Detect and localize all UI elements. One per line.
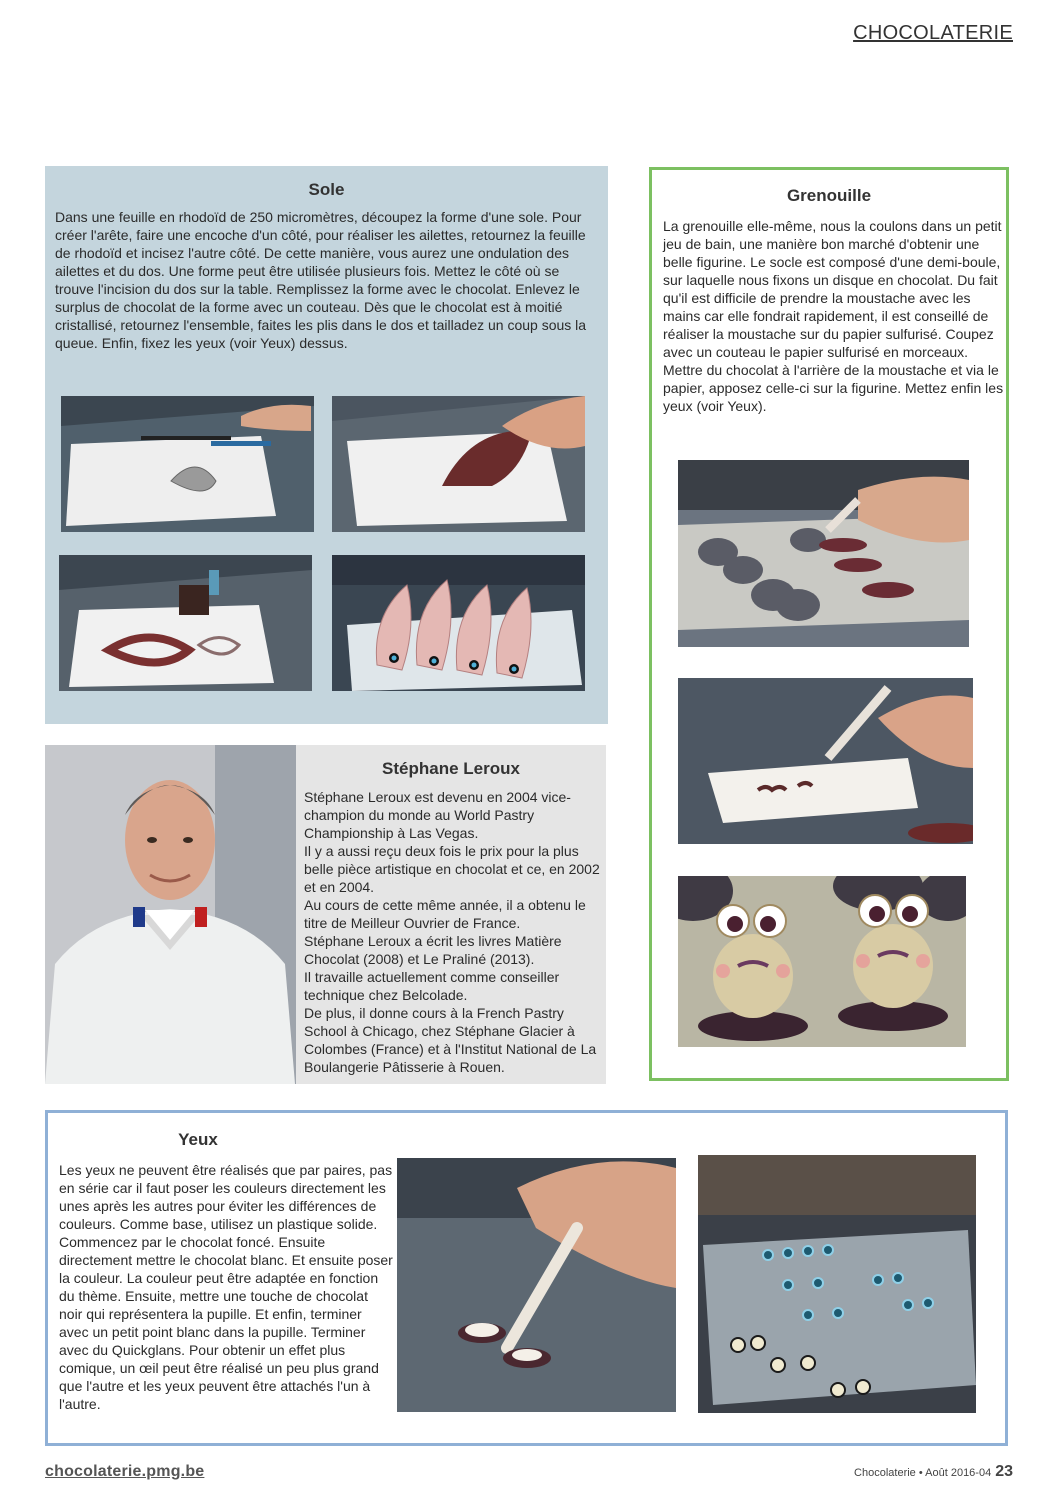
footer-issue-info (854, 1463, 1013, 1481)
yeux-text: Les yeux ne peuvent être réalisés que par paires, pas en série car il faut poser les couleurs directement les unes après les autres pour éviter les différences de couleurs. Comme base, utilisez un plastique solide. Commencez par le chocolat foncé. Ensuite directement mettre le chocolat blanc. Et ensuite poser la couleur. La couleur peut être adaptée en fonction du thème. Ensuite, mettre une touche de chocolat noir qui représentera la pupille. Et enfin, terminer avec un petit point blanc dans la pupille. Terminer avec du Quickglans. Pour obtenir un effet plus comique, un œil peut être réalisé un peu plus grand que l'autre et les yeux peuvent être attachés l'un à l'autre. (59, 1162, 393, 1412)
sole-photo-1 (61, 396, 314, 532)
leroux-paragraph: Il y a aussi reçu deux fois le prix pour la plus belle pièce artistique en chocolat et ce, en 2002 et en 2004. (304, 843, 600, 895)
leroux-paragraph: Il travaille actuellement comme conseiller technique chez Belcolade. (304, 969, 560, 1003)
leroux-portrait (45, 745, 296, 1084)
sole-photo-2 (332, 396, 585, 532)
leroux-title: Stéphane Leroux (382, 759, 520, 778)
page-number: 23 (995, 1463, 1013, 1480)
sole-text: Dans une feuille en rhodoïd de 250 micromètres, découpez la forme d'une sole. Pour créer l'arête, faire une encoche d'un côté, pour réaliser les ailettes, retournez la feuille de rhodoïd et incisez l'autre côté. De cette manière, vous aurez une ondulation des ailettes et du dos. Une forme peut être utilisée plusieurs fois. Mettez le côté où se trouve l'incision du dos sur la table. Remplissez la forme avec le chocolat. Enlevez le surplus de chocolat de la forme avec un couteau. Dès que le chocolat est à moitié cristallisé, retournez l'ensemble, faites les plis dans le dos et tailladez un coup sous la queue. Enfin, fixez les yeux (voir Yeux) dessus. (55, 209, 587, 351)
section-header: CHOCOLATERIE (853, 22, 1013, 44)
grenouille-title: Grenouille (786, 186, 872, 205)
grenouille-photo-3 (678, 876, 966, 1047)
grenouille-photo-1 (678, 460, 969, 647)
grenouille-text: La grenouille elle-même, nous la coulons dans un petit jeu de bain, une manière bon marché d'obtenir une belle figurine. Le socle est composé d'une demi-boule, sur laquelle nous fixons un disque en chocolat. Du fait qu'il est difficile de prendre la moustache avec les mains car elle fondrait rapidement, il est conseillé de réaliser la moustache sur du papier sulfurisé. Coupez avec un couteau le papier sulfurisé en morceaux. Mettre du chocolat à l'arrière de la moustache et via le papier, apposez celle-ci sur la figurine. Mettez enfin les yeux (voir Yeux). (663, 218, 1004, 414)
grenouille-photo-2 (678, 678, 973, 844)
yeux-photo-2 (698, 1155, 976, 1413)
sole-photo-4 (332, 555, 585, 691)
footer-website-link[interactable]: chocolaterie.pmg.be (45, 1463, 205, 1480)
yeux-box (45, 1110, 1008, 1446)
leroux-paragraph: De plus, il donne cours à la French Pastry School à Chicago, chez Stéphane Glacier à Colombes (France) et à l'Institut National de La Boulangerie Pâtisserie à Rouen. (304, 1005, 597, 1075)
sole-box (45, 166, 608, 724)
footer-issue: Chocolaterie • Août 2016-04 (854, 1467, 992, 1479)
sole-title: Sole (308, 180, 345, 199)
grenouille-box (649, 167, 1009, 1081)
leroux-paragraph: Stéphane Leroux a écrit les livres Matière Chocolat (2008) et Le Praliné (2013). (304, 933, 562, 967)
leroux-paragraph: Stéphane Leroux est devenu en 2004 vice-champion du monde au World Pastry Championship à Las Vegas. (304, 789, 571, 841)
leroux-text (304, 788, 602, 1076)
yeux-photo-1 (397, 1158, 676, 1412)
leroux-paragraph: Au cours de cette même année, il a obtenu le titre de Meilleur Ouvrier de France. (304, 897, 586, 931)
leroux-box (296, 745, 606, 1084)
yeux-title: Yeux (178, 1130, 218, 1149)
sole-photo-3 (59, 555, 312, 691)
